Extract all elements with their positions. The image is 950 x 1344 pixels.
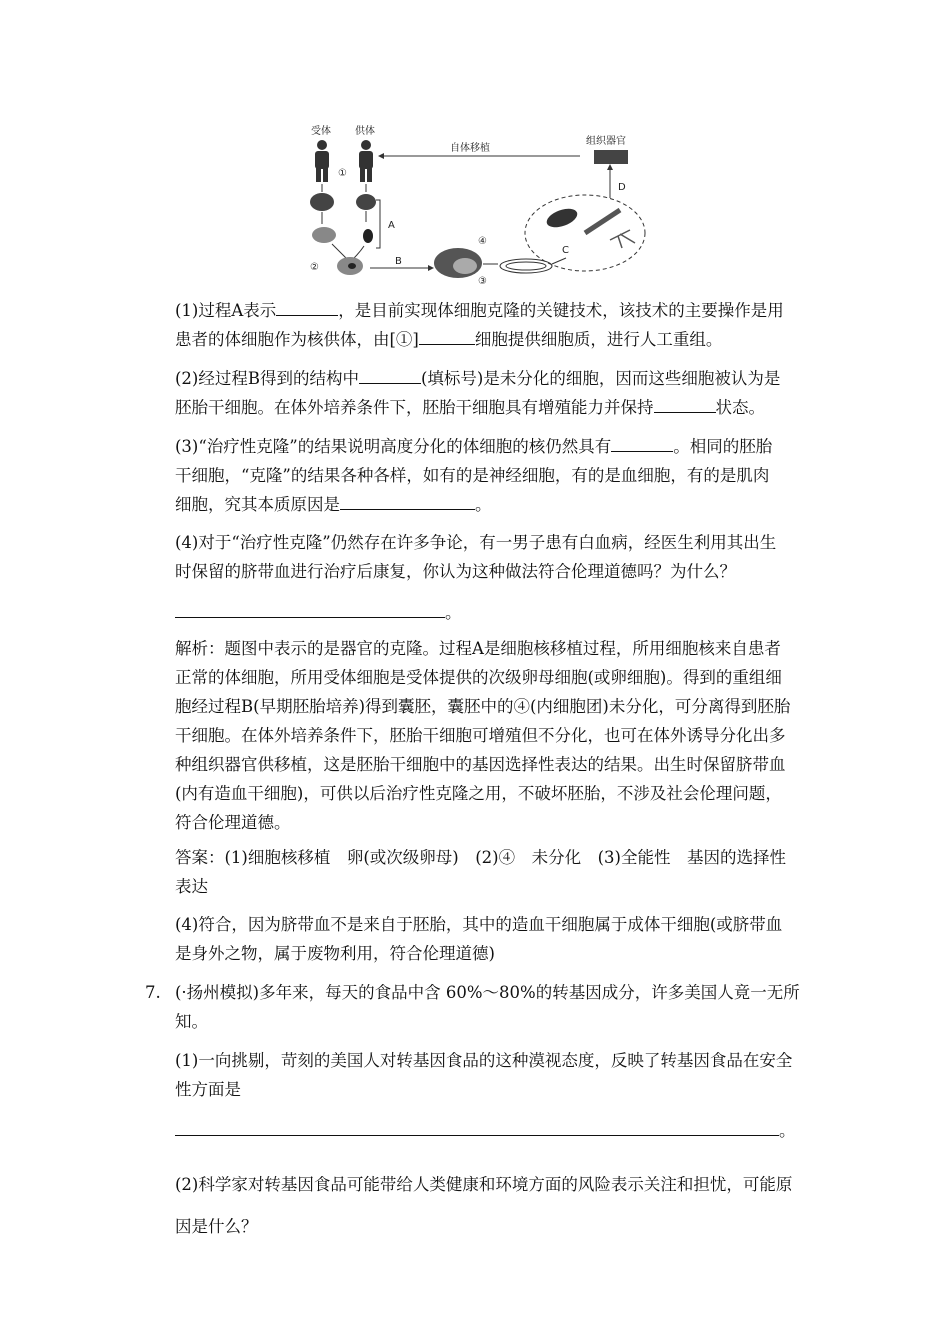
- muscle-cell-icon: [585, 210, 620, 233]
- q1-text: 患者的体细胞作为核供体，由[①]: [175, 330, 419, 349]
- nucleus-icon: [363, 229, 373, 243]
- q4-answer-line: [175, 598, 815, 627]
- answer-line: (4)符合，因为脐带血不是来自于胚胎，其中的造血干细胞属于成体干细胞(或脐带血: [175, 915, 783, 934]
- question-3: [175, 432, 815, 519]
- q3-blank-1[interactable]: [611, 433, 673, 452]
- q7-text: 。: [779, 1121, 796, 1140]
- q2-blank-2[interactable]: [654, 394, 716, 413]
- donor-label: 供体: [355, 126, 375, 137]
- q3-text: 干细胞，“克隆”的结果各种各样，如有的是神经细胞，有的是血细胞，有的是肌肉: [175, 466, 770, 485]
- question-7-part-2: [175, 1164, 815, 1248]
- q7-part-1-answer-line: [175, 1116, 815, 1145]
- analysis: [175, 634, 815, 837]
- tissue-organ-label: 组织器官: [586, 136, 626, 147]
- autologous-transplant-label: 自体移植: [450, 143, 490, 154]
- q7-text: (1)一向挑剔，苛刻的美国人对转基因食品的这种漠视态度，反映了转基因食品在安全: [175, 1051, 793, 1070]
- q7-text: (·扬州模拟)多年来，每天的食品中含 60%～80%的转基因成分，许多美国人竟一无所: [175, 983, 800, 1002]
- analysis-line: 解析：题图中表示的是器官的克隆。过程A是细胞核移植过程，所用细胞核来自患者: [175, 639, 781, 658]
- process-d-label: D: [618, 182, 626, 193]
- q4-text: 。: [445, 603, 462, 622]
- q7-text: 知。: [175, 1012, 208, 1031]
- question-7-number: 7.: [145, 983, 161, 1002]
- question-7-part-1: [175, 1046, 815, 1104]
- circle1-label: ①: [338, 168, 347, 179]
- process-a-label: A: [388, 220, 395, 231]
- circle4-label: ④: [478, 236, 487, 247]
- q1-blank-2[interactable]: [419, 326, 475, 345]
- q1-text: 细胞提供细胞质，进行人工重组。: [474, 330, 723, 349]
- q3-text: 。相同的胚胎: [673, 437, 773, 456]
- q4-blank[interactable]: [175, 599, 445, 618]
- answer-line: 是身外之物，属于废物利用，符合伦理道德): [175, 944, 495, 963]
- process-c-label: C: [562, 245, 569, 256]
- q1-text: (1)过程A表示: [175, 301, 277, 320]
- q4-text: (4)对于“治疗性克隆”仍然存在许多争论，有一男子患有白血病，经医生利用其出生: [175, 533, 777, 552]
- q3-text: 。: [475, 495, 492, 514]
- analysis-line: 种组织器官供移植，这是胚胎干细胞中的基因选择性表达的结果。出生时保留脐带血: [175, 755, 786, 774]
- q2-text: (填标号)是未分化的细胞，因而这些细胞被认为是: [421, 369, 781, 388]
- analysis-line: 胞经过程B(早期胚胎培养)得到囊胚，囊胚中的④(内细胞团)未分化，可分离得到胚胎: [175, 697, 791, 716]
- circle3-label: ③: [478, 276, 487, 287]
- answer-line: 答案：(1)细胞核移植 卵(或次级卵母) (2)④ 未分化 (3)全能性 基因的选择性: [175, 848, 786, 867]
- answer-line: 表达: [175, 877, 208, 896]
- q1-blank-1[interactable]: [276, 297, 338, 316]
- process-b-label: B: [395, 256, 402, 267]
- q4-text: 时保留的脐带血进行治疗后康复，你认为这种做法符合伦理道德吗？为什么？: [175, 562, 736, 581]
- q2-text: 胚胎干细胞。在体外培养条件下，胚胎干细胞具有增殖能力并保持: [175, 398, 654, 417]
- circle2-label: ②: [310, 262, 319, 273]
- q2-text: (2)经过程B得到的结构中: [175, 369, 359, 388]
- analysis-line: 正常的体细胞，所用受体细胞是受体提供的次级卵母细胞(或卵细胞)。得到的重组细: [175, 668, 782, 687]
- enucleated-egg-icon: [312, 227, 336, 243]
- q3-text: 细胞，究其本质原因是: [175, 495, 340, 514]
- q2-text: 状态。: [715, 398, 765, 417]
- analysis-line: 符合伦理道德。: [175, 813, 291, 832]
- q7-text: 因是什么？: [175, 1217, 258, 1236]
- analysis-line: (内有造血干细胞)，可供以后治疗性克隆之用，不破坏胚胎，不涉及社会伦理问题，: [175, 784, 782, 803]
- analysis-line: 干细胞。在体外培养条件下，胚胎干细胞可增殖但不分化，也可在体外诱导分化出多: [175, 726, 786, 745]
- q1-text: ，是目前实现体细胞克隆的关键技术，该技术的主要操作是用: [338, 301, 784, 320]
- q7-text: 性方面是: [175, 1080, 241, 1099]
- question-1: [175, 296, 815, 354]
- egg-cell-icon: [310, 193, 334, 211]
- cloning-diagram: [300, 118, 650, 288]
- q3-text: (3)“治疗性克隆”的结果说明高度分化的体细胞的核仍然具有: [175, 437, 612, 456]
- answer: [175, 843, 815, 901]
- question-2: [175, 364, 815, 422]
- question-4: [175, 528, 815, 586]
- q2-blank-1[interactable]: [359, 365, 421, 384]
- nerve-cell-icon: [610, 230, 635, 248]
- recipient-label: 受体: [311, 126, 331, 137]
- blood-cell-icon: [544, 205, 580, 231]
- recipient-person-icon: [315, 140, 329, 182]
- donor-person-icon: [359, 140, 373, 182]
- somatic-cell-icon: [356, 194, 376, 210]
- q3-blank-2[interactable]: [340, 491, 475, 510]
- answer-part-4: [175, 910, 815, 968]
- question-7: [175, 978, 815, 1036]
- q7-blank[interactable]: [175, 1117, 779, 1136]
- q7-text: (2)科学家对转基因食品可能带给人类健康和环境方面的风险表示关注和担忧，可能原: [175, 1175, 793, 1194]
- tissue-organ-icon: [594, 150, 628, 164]
